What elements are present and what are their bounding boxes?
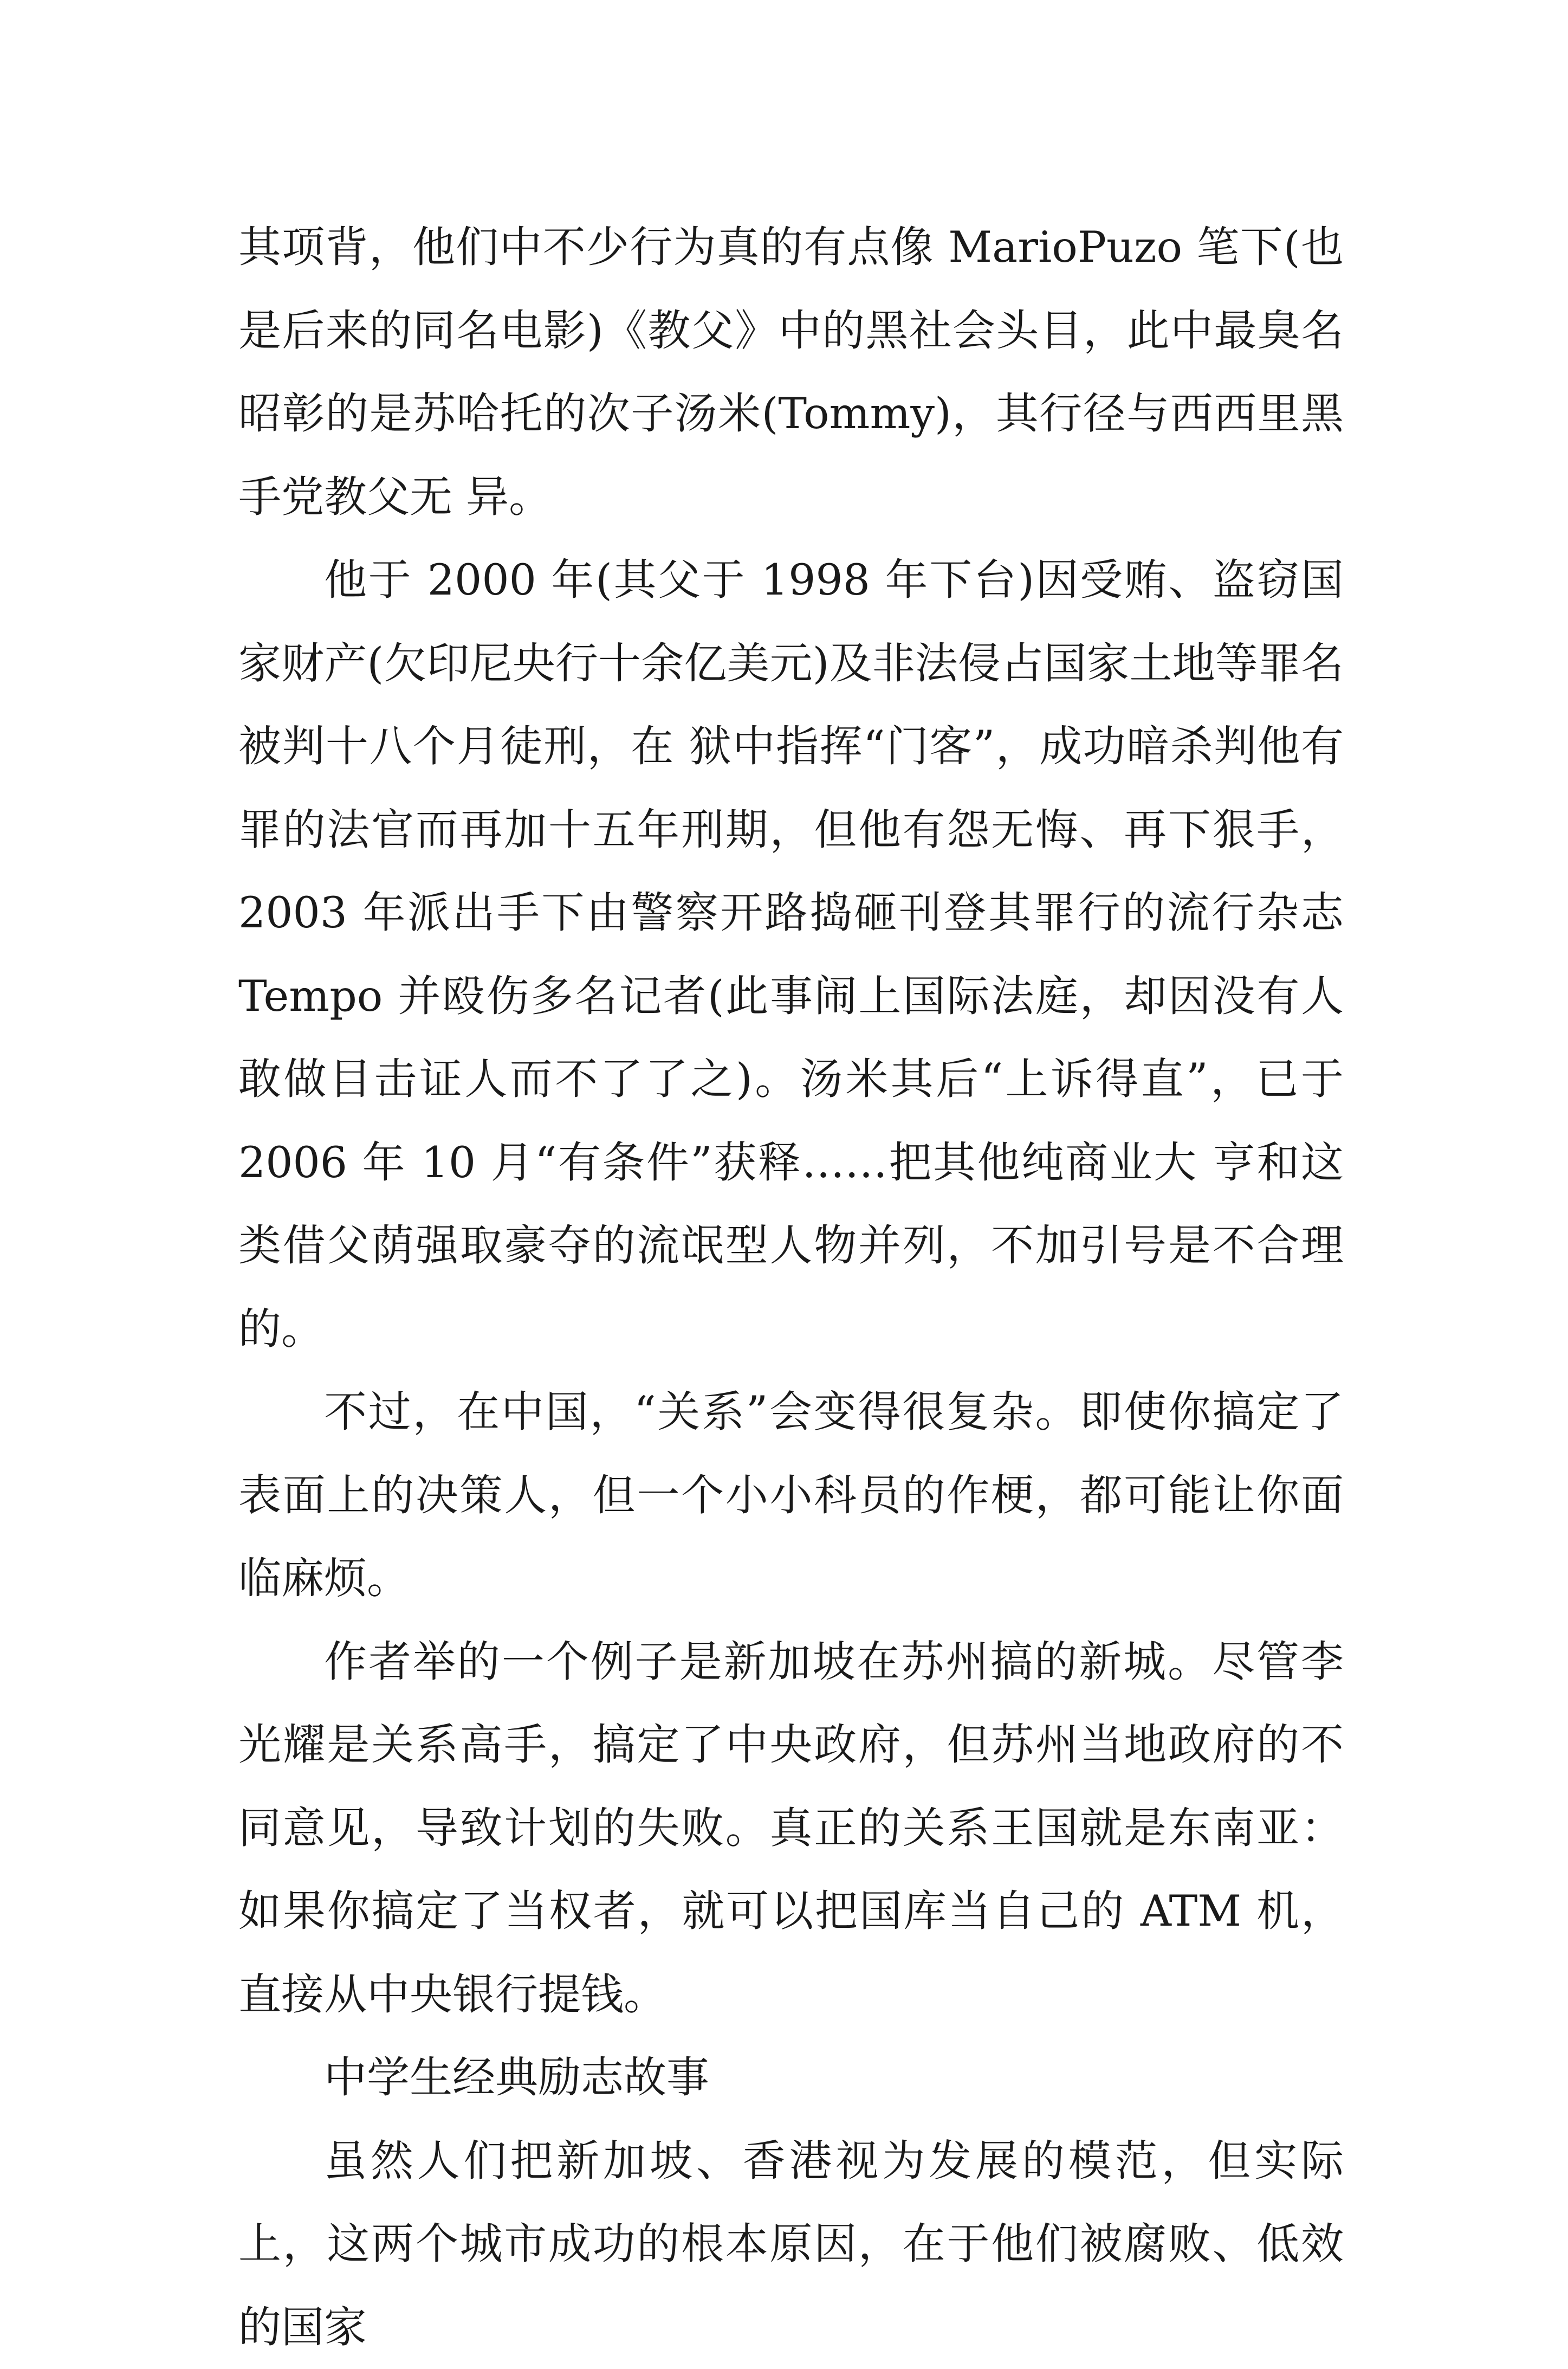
body-text xyxy=(238,206,1344,2369)
paragraph-tommy: 他于 2000 年(其父于 1998 年下台)因受贿、盗窃国家财产(欠印尼央行十余亿美元)及非法侵占国家土地等罪名被判十八个月徒刑，在 狱中指挥“门客”，成功暗杀判他有罪的法官而再加十五年刑期，但他有怨无悔、再下狠手，2003 年派出手下由警察开路捣砸刊登其罪行的流行杂志 Tempo 并殴伤多名记者(此事闹上国际法庭，却因没有人敢做目击证人而不了了之)。汤米其后“上诉得直”，已于 2006 年 10 月“有条件”获释……把其他纯商业大 亨和这类借父荫强取豪夺的流氓型人物并列，不加引号是不合理的。 xyxy=(238,539,1344,1371)
section-heading: 中学生经典励志故事 xyxy=(238,2036,1344,2120)
paragraph-guanxi: 不过，在中国，“关系”会变得很复杂。即使你搞定了表面上的决策人，但一个小小科员的作梗，都可能让你面临麻烦。 xyxy=(238,1371,1344,1621)
paragraph-closing: 虽然人们把新加坡、香港视为发展的模范，但实际上，这两个城市成功的根本原因，在于他们被腐败、低效的国家 xyxy=(238,2120,1344,2369)
paragraph-suzhou: 作者举的一个例子是新加坡在苏州搞的新城。尽管李光耀是关系高手，搞定了中央政府，但苏州当地政府的不同意见，导致计划的失败。真正的关系王国就是东南亚：如果你搞定了当权者，就可以把国库当自己的 ATM 机，直接从中央银行提钱。 xyxy=(238,1621,1344,2037)
paragraph-continued: 其项背，他们中不少行为真的有点像 MarioPuzo 笔下(也是后来的同名电影)《教父》中的黑社会头目，此中最臭名昭彰的是苏哈托的次子汤米(Tommy)，其行径与西西里黑手党教父无 异。 xyxy=(238,206,1344,539)
